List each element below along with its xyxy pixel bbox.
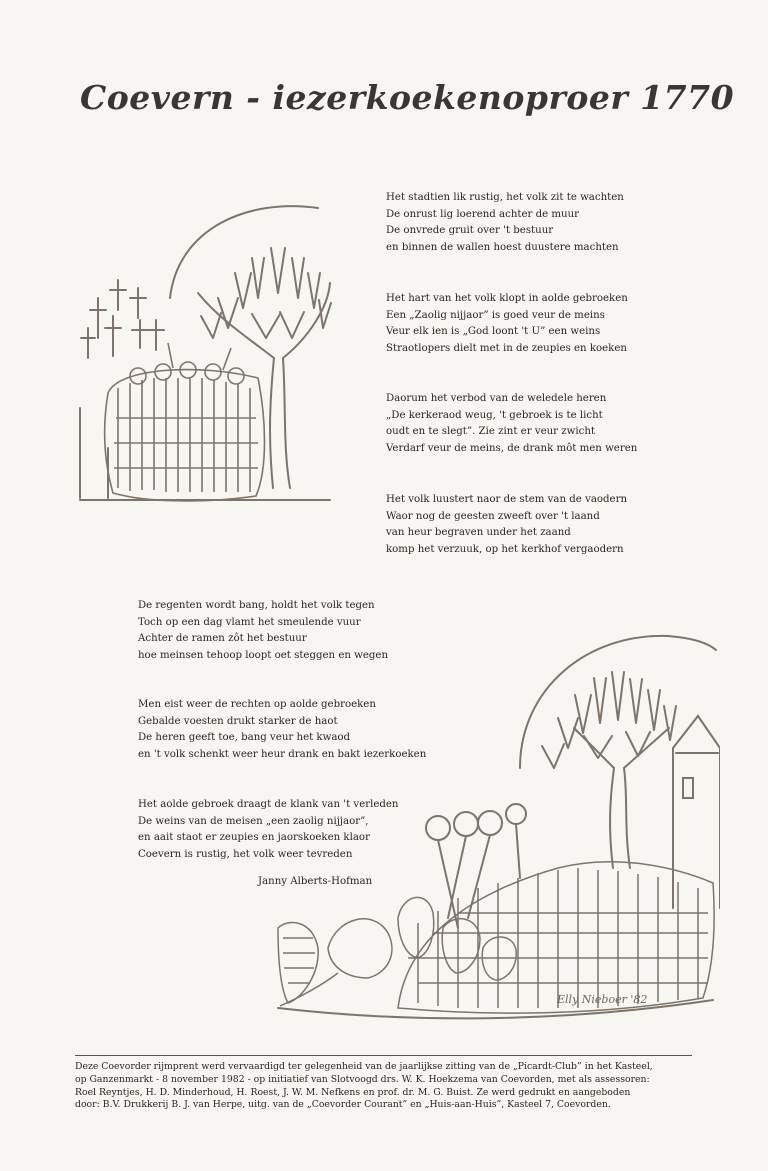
stanza-line: De onrust lig loerend achter de muur xyxy=(386,208,580,220)
stanza-line: en binnen de wallen hoest duustere machten xyxy=(386,241,619,253)
stanza-line: Gebalde voesten drukt starker de haot xyxy=(138,715,338,727)
stanza-line: Een „Zaolig nijjaor” is goed veur de meins xyxy=(386,309,605,321)
stanza-line: en 't volk schenkt weer heur drank en bakt iezerkoeken xyxy=(138,748,427,760)
stanza-2 xyxy=(386,291,628,357)
stanza-1 xyxy=(386,190,624,256)
stanza-line: „De kerkeraod weug, 't gebroek is te licht xyxy=(386,409,603,421)
stanza-line: Men eist weer de rechten op aolde gebroeken xyxy=(138,699,376,710)
colophon-line: Roel Reyntjes, H. D. Minderhoud, H. Roest, J. W. M. Nefkens en prof. dr. M. G. Buist. Ze werd gedrukt en aangeboden xyxy=(75,1086,631,1098)
colophon-line: door: B.V. Drukkerij B. J. van Herpe, uitg. van de „Coevorder Courant” en „Huis-aan-Huis”, Kasteel 7, Coevorden. xyxy=(75,1099,611,1111)
stanza-line: Het aolde gebroek draagt de klank van 't verleden xyxy=(138,799,399,810)
footer-divider xyxy=(75,1055,692,1056)
stanza-line: Het hart van het volk klopt in aolde gebroeken xyxy=(386,293,628,304)
page-title: Coevern - iezerkoekenoproer 1770 xyxy=(80,78,735,117)
stanza-line: Daorum het verbod van de weledele heren xyxy=(386,393,607,404)
colophon xyxy=(75,1061,692,1112)
colophon-line: op Ganzenmarkt - 8 november 1982 - op initiatief van Slotvoogd drs. W. K. Hoekzema van Coevorden, met als assessoren: xyxy=(75,1073,650,1085)
stanza-line: en aait staot er zeupies en jaorskoeken klaor xyxy=(138,832,370,844)
stanza-line: Waor nog de geesten zweeft over 't laand xyxy=(386,510,600,522)
stanza-line: oudt en te slegt”. Zie zint er veur zwicht xyxy=(386,426,595,438)
stanza-line: De regenten wordt bang, holdt het volk tegen xyxy=(138,600,375,611)
stanza-line: Straotlopers dielt met in de zeupies en koeken xyxy=(386,342,627,354)
stanza-line: Het volk luustert naor de stem van de vaodern xyxy=(386,494,628,505)
stanza-3 xyxy=(386,391,637,457)
stanza-line: Toch op een dag vlamt het smeulende vuur xyxy=(138,616,361,628)
author-name: Janny Alberts-Hofman xyxy=(258,876,373,887)
colophon-line: Deze Coevorder rijmprent werd vervaardigd ter gelegenheid van de jaarlijkse zitting van de „Picardt-Club” in het Kasteel, xyxy=(75,1061,653,1072)
stanza-line: van heur begraven under het zaand xyxy=(386,527,571,539)
stanza-line: Veur elk ien is „God loont 't U” een weins xyxy=(386,326,601,338)
artist-signature: Elly Nieboer '82 xyxy=(557,993,648,1006)
stanza-line: Het stadtien lik rustig, het volk zit te wachten xyxy=(386,192,624,203)
stanza-line: De heren geeft toe, bang veur het kwaod xyxy=(138,732,351,744)
illustration-street-crowd xyxy=(258,628,720,1028)
illustration-graveyard-crowd xyxy=(78,188,334,508)
stanza-line: De weins van de meisen „een zaolig nijjaor”, xyxy=(138,815,369,827)
stanza-line: Coevern is rustig, het volk weer tevreden xyxy=(138,848,353,860)
stanza-4 xyxy=(386,492,627,558)
stanza-line: hoe meinsen tehoop loopt oet steggen en wegen xyxy=(138,649,389,661)
stanza-line: De onvrede gruit over 't bestuur xyxy=(386,225,554,237)
stanza-line: Verdarf veur de meins, de drank môt men weren xyxy=(386,442,638,454)
stanza-line: komp het verzuuk, op het kerkhof vergaodern xyxy=(386,543,624,555)
stanza-line: Achter de ramen zôt het bestuur xyxy=(138,633,307,645)
